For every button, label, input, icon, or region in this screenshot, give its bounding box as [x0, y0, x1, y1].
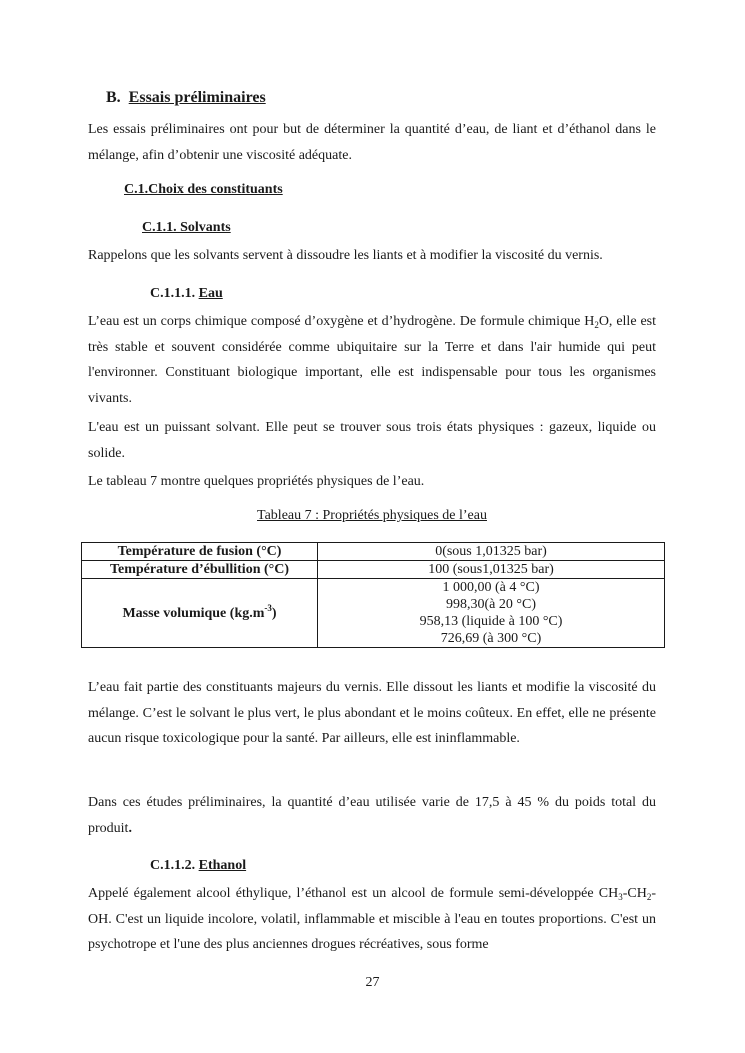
masse-value: 726,69 (à 300 °C)	[440, 631, 542, 646]
section-b-letter: B.	[106, 89, 121, 106]
masse-label-end: )	[271, 605, 277, 621]
solvants-paragraph: Rappelons que les solvants servent à dissoudre les liants et à modifier la viscosité du vernis.	[88, 248, 603, 263]
intro-paragraph: Les essais préliminaires ont pour but de déterminer la quantité d’eau, de liant et d’éthanol dans le mélange, afin d’obtenir une viscosité adéquate.	[88, 122, 656, 163]
c1-heading: C.1.Choix des constituants	[124, 182, 283, 197]
eau-p5-end: .	[128, 820, 132, 836]
eau-paragraph-5	[88, 790, 656, 841]
ethanol-p1-subscript-1: 3	[618, 892, 623, 902]
ethanol-p1-text-b: -CH	[622, 886, 647, 901]
eau-paragraph-3: Le tableau 7 montre quelques propriétés physiques de l’eau.	[88, 474, 425, 489]
table-caption: Tableau 7 : Propriétés physiques de l’eau	[257, 508, 487, 523]
c11-heading: C.1.1. Solvants	[142, 220, 231, 235]
c112-title: Ethanol	[198, 858, 247, 873]
section-b-heading	[106, 89, 266, 107]
eau-p1-text-b: O, elle est très stable et souvent considérée comme ubiquitaire sur la Terre et dans l'air humide qui peut l'environner. Constituant biologique important, elle est indispensable pour tous les organismes vivants.	[88, 314, 657, 406]
c111-heading	[150, 286, 223, 302]
eau-p5-text: Dans ces études préliminaires, la quantité d’eau utilisée varie de 17,5 à 45 % du poids total du produit	[88, 795, 656, 836]
table-value-cell	[318, 579, 665, 648]
eau-paragraph-2: L'eau est un puissant solvant. Elle peut se trouver sous trois états physiques : gazeux, liquide ou solide.	[88, 420, 656, 461]
ethanol-p1-subscript-2: 2	[646, 892, 652, 902]
eau-paragraph-1	[88, 309, 656, 411]
masse-value: 958,13 (liquide à 100 °C)	[419, 614, 563, 629]
section-b-title: Essais préliminaires	[128, 89, 266, 106]
water-properties-table	[81, 542, 665, 648]
eau-p1-text-a: L’eau est un corps chimique composé d’oxygène et d’hydrogène. De formule chimique H	[88, 314, 595, 329]
table-row	[82, 561, 665, 579]
table-value-cell: 0(sous 1,01325 bar)	[318, 543, 665, 561]
c111-title: Eau	[198, 286, 223, 301]
masse-value: 998,30(à 20 °C)	[446, 597, 536, 612]
c112-number: C.1.1.2.	[150, 858, 196, 873]
table-value-cell: 100 (sous1,01325 bar)	[318, 561, 665, 579]
table-label-cell	[82, 579, 318, 648]
page-number: 27	[365, 975, 380, 990]
table-row	[82, 543, 665, 561]
table-row	[82, 579, 665, 648]
masse-value: 1 000,00 (à 4 °C)	[442, 580, 540, 595]
c111-number: C.1.1.1.	[150, 286, 196, 301]
eau-paragraph-4: L’eau fait partie des constituants majeurs du vernis. Elle dissout les liants et modifie la viscosité du mélange. C’est le solvant le plus vert, le plus abondant et le moins coûteux. En effet, elle ne présente aucun risque toxicologique pour la santé. Par ailleurs, elle est ininflammable.	[88, 680, 656, 746]
ethanol-paragraph-1	[88, 881, 656, 958]
c112-heading	[150, 858, 246, 874]
table-label-cell: Température de fusion (°C)	[82, 543, 318, 561]
masse-label: Masse volumique (kg.m	[122, 605, 265, 621]
eau-p1-subscript: 2	[594, 320, 599, 330]
ethanol-p1-text-c: -OH. C'est un liquide incolore, volatil, inflammable et miscible à l'eau en toutes proportions. C'est un psychotrope et l'une des plus anciennes drogues récréatives, sous forme	[88, 886, 656, 952]
ethanol-p1-text-a: Appelé également alcool éthylique, l’éthanol est un alcool de formule semi-développée CH	[88, 886, 619, 901]
masse-label-superscript: -3	[264, 602, 272, 613]
table-label-cell: Température d’ébullition (°C)	[82, 561, 318, 579]
